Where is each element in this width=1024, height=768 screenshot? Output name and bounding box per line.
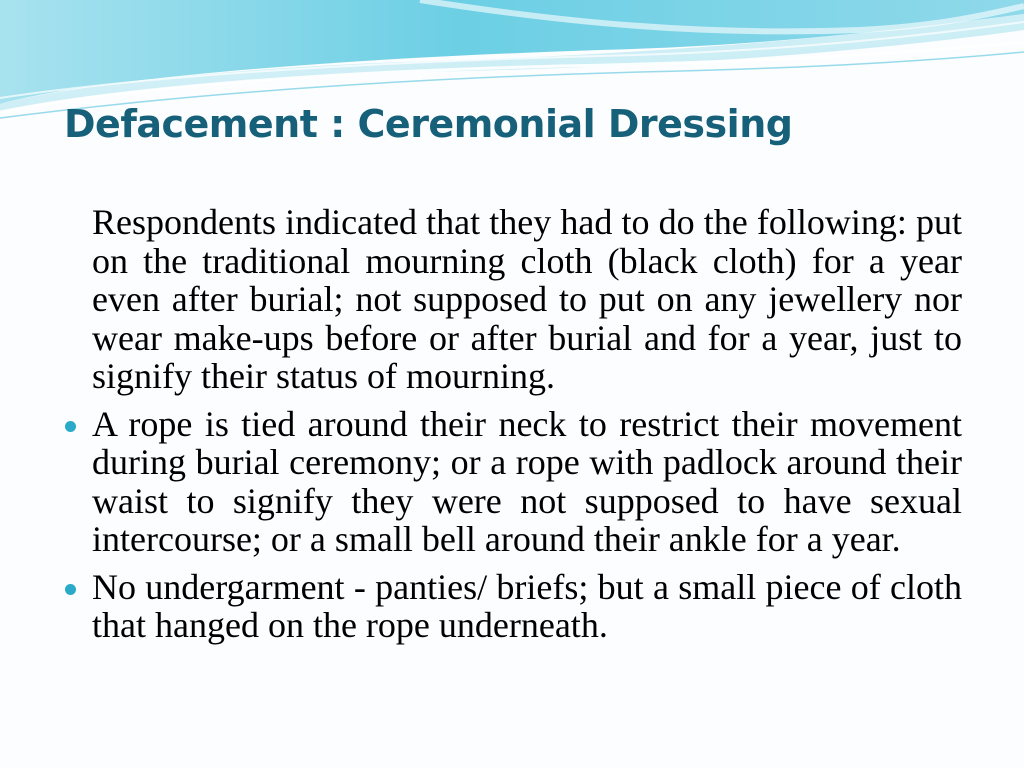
intro-paragraph	[92, 203, 962, 396]
slide-body	[92, 203, 962, 645]
paragraph-text: No undergarment - panties/ briefs; but a small piece of cloth that hanged on the rope underneath.	[92, 566, 962, 645]
bullet-item	[92, 405, 962, 559]
bullet-item	[92, 568, 962, 645]
bullet-dot-icon	[65, 421, 76, 432]
slide-title: Defacement : Ceremonial Dressing	[64, 102, 793, 146]
paragraph-text: Respondents indicated that they had to do the following: put on the traditional mourning cloth (black cloth) for a year even after burial; not supposed to put on any jewellery nor wear make-ups before or after burial and for a year, just to signify their status of mourning.	[92, 202, 962, 396]
bullet-dot-icon	[65, 584, 76, 595]
paragraph-text: A rope is tied around their neck to restrict their movement during burial ceremony; or a rope with padlock around their waist to signify they were not supposed to have sexual intercourse; or a small bell around their ankle for a year.	[92, 403, 962, 559]
